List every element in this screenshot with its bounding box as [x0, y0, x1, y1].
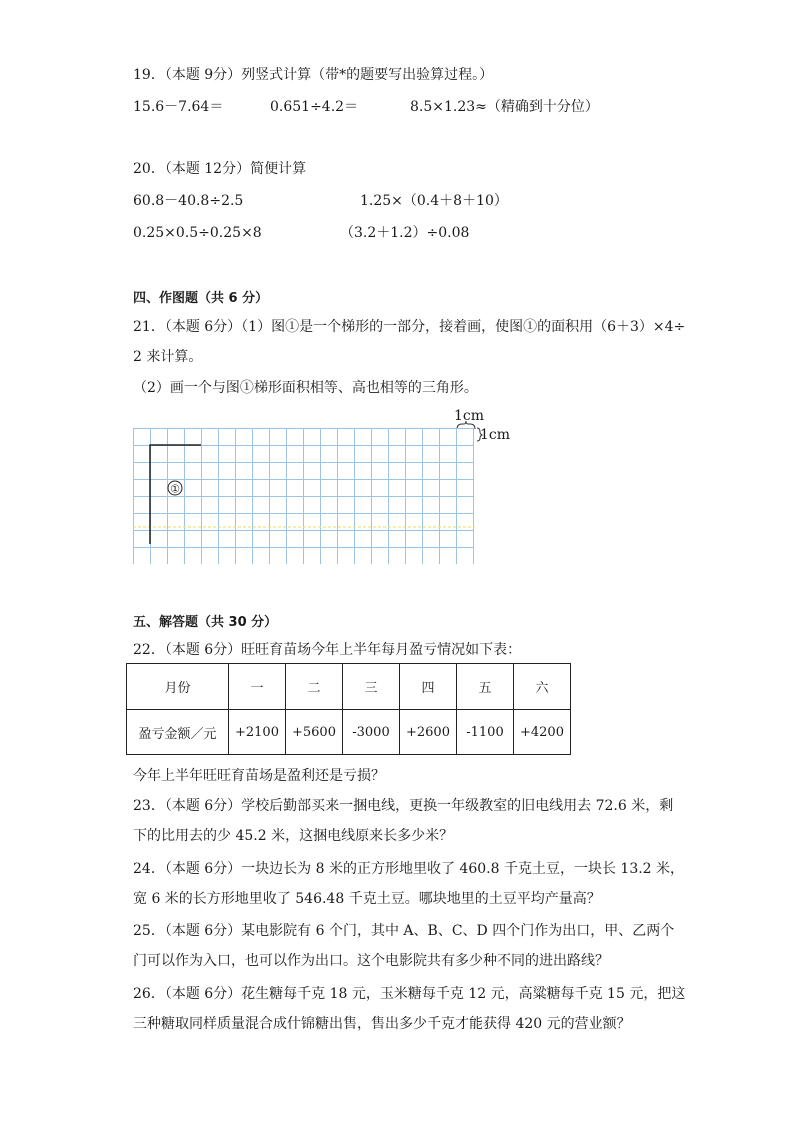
unit-label-top: 1cm [454, 408, 485, 424]
q21-line1: 21．（本题 6分）（1）图①是一个梯形的一部分，接着画，使图①的面积用（6＋3）×4÷ [133, 319, 686, 335]
q23-line2: 下的比用去的少 45.2 米，这捆电线原来长多少米？ [133, 828, 454, 844]
q22-table [126, 663, 571, 755]
q25-line1: 25．（本题 6分）某电影院有 6 个门，其中 A、B、C、D 四个门作为出口，甲、乙两个 [133, 923, 675, 939]
unit-label-right: 1cm [480, 427, 511, 443]
table-value-6: +4200 [514, 710, 571, 755]
table-value-1: +2100 [229, 710, 286, 755]
table-month-3: 三 [343, 664, 400, 710]
table-month-5: 五 [457, 664, 514, 710]
q25-line2: 门可以作为入口，也可以作为出口。这个电影院共有多少种不同的进出路线？ [133, 953, 609, 969]
table-month-1: 一 [229, 664, 286, 710]
q22-intro: 22．（本题 6分）旺旺育苗场今年上半年每月盈亏情况如下表： [133, 642, 522, 658]
q19-item-1: 15.6－7.64＝ [133, 99, 224, 115]
q21-line3: （2）画一个与图①梯形面积相等、高也相等的三角形。 [133, 380, 478, 396]
table-value-3: -3000 [343, 710, 400, 755]
q20-item-1: 60.8－40.8÷2.5 [133, 193, 244, 209]
q24-line1: 24．（本题 6分）一块边长为 8 米的正方形地里收了 460.8 千克土豆，一块长 13.2 米， [133, 861, 685, 877]
table-month-6: 六 [514, 664, 571, 710]
grid-lines [133, 428, 474, 564]
q26-line1: 26．（本题 6分）花生糖每千克 18 元，玉米糖每千克 12 元，高粱糖每千克 15 元，把这 [133, 986, 686, 1002]
q23-line1: 23．（本题 6分）学校后勤部买来一捆电线，更换一年级教室的旧电线用去 72.6 米，剩 [133, 798, 674, 814]
table-header-label: 月份 [127, 664, 229, 710]
section4-heading: 四、作图题（共 6 分） [133, 291, 269, 306]
q20-title: 20．（本题 12分）简便计算 [133, 161, 307, 177]
q19-item-3: 8.5×1.23≈（精确到十分位） [410, 99, 599, 115]
q24-line2: 宽 6 米的长方形地里收了 546.48 千克土豆。哪块地里的土豆平均产量高？ [133, 891, 601, 907]
q19-title: 19．（本题 9分）列竖式计算（带*的题要写出验算过程。） [133, 67, 494, 83]
q20-item-4: （3.2＋1.2）÷0.08 [340, 225, 470, 241]
q21-line2: 2 来计算。 [133, 349, 203, 365]
table-value-5: -1100 [457, 710, 514, 755]
q20-item-3: 0.25×0.5÷0.25×8 [133, 225, 262, 241]
q19-item-2: 0.651÷4.2＝ [270, 99, 359, 115]
q22-question: 今年上半年旺旺育苗场是盈利还是亏损？ [133, 768, 385, 784]
q20-item-2: 1.25×（0.4＋8＋10） [360, 193, 508, 209]
table-value-4: +2600 [400, 710, 457, 755]
table-row-label: 盈亏金额／元 [127, 710, 229, 755]
table-month-2: 二 [286, 664, 343, 710]
table-month-4: 四 [400, 664, 457, 710]
figure-label: ① [170, 482, 180, 496]
table-value-2: +5600 [286, 710, 343, 755]
drawing-grid [133, 428, 478, 564]
section5-heading: 五、解答题（共 30 分） [133, 615, 278, 630]
q26-line2: 三种糖取同样质量混合成什锦糖出售，售出多少千克才能获得 420 元的营业额？ [133, 1016, 631, 1032]
